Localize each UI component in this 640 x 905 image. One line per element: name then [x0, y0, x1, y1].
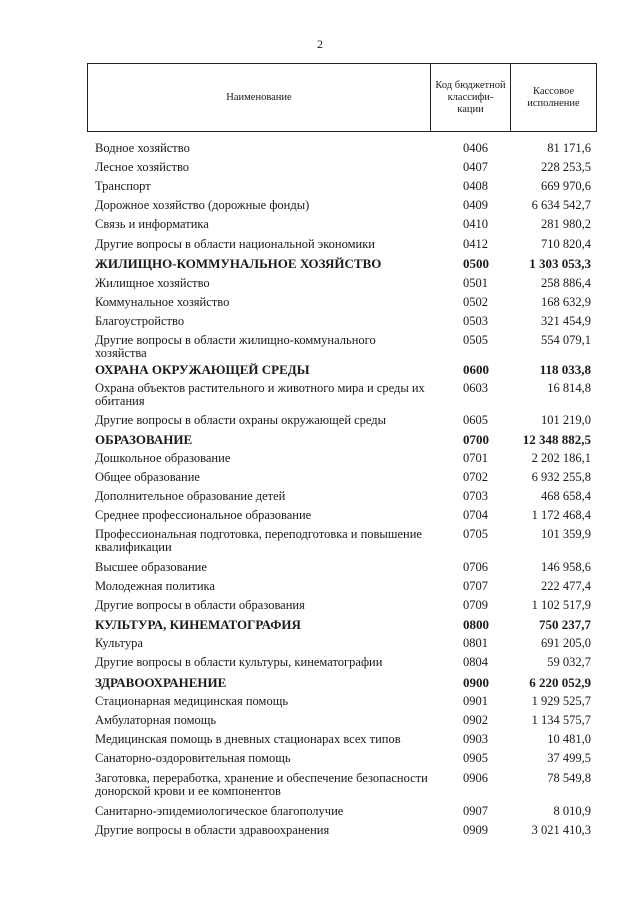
row-value: 710 820,4 — [541, 237, 591, 251]
row-code: 0505 — [463, 333, 488, 347]
section-row — [87, 363, 597, 377]
row-value: 146 958,6 — [541, 560, 591, 574]
table-row — [87, 509, 597, 522]
table-row — [87, 637, 597, 650]
row-value: 1 134 575,7 — [531, 713, 591, 727]
section-row — [87, 257, 597, 271]
row-name: Водное хозяйство — [95, 141, 190, 155]
row-name: Другие вопросы в области здравоохранения — [95, 823, 330, 837]
row-code: 0801 — [463, 636, 488, 650]
row-name: Связь и информатика — [95, 217, 209, 231]
section-row — [87, 618, 597, 632]
table-row — [87, 334, 597, 360]
table-row — [87, 218, 597, 231]
table-row — [87, 238, 597, 251]
table-row — [87, 199, 597, 212]
row-name: ЗДРАВООХРАНЕНИЕ — [95, 675, 227, 690]
row-value: 16 814,8 — [547, 381, 591, 395]
section-row — [87, 676, 597, 690]
table-row — [87, 490, 597, 503]
row-value: 6 634 542,7 — [531, 198, 591, 212]
table-row — [87, 452, 597, 465]
row-name: Дополнительное образование детей — [95, 489, 286, 503]
table-header — [87, 63, 597, 132]
table-row — [87, 315, 597, 328]
row-code: 0800 — [463, 617, 489, 632]
row-value: 101 359,9 — [541, 527, 591, 541]
table-row — [87, 528, 597, 554]
table-row — [87, 695, 597, 708]
row-value: 1 102 517,9 — [531, 598, 591, 612]
row-code: 0600 — [463, 362, 489, 377]
row-code: 0502 — [463, 295, 488, 309]
row-value: 8 010,9 — [553, 804, 591, 818]
table-row — [87, 772, 597, 798]
row-code: 0406 — [463, 141, 488, 155]
table-row — [87, 714, 597, 727]
header-code: Код бюджетной классифи-кации — [431, 64, 511, 131]
row-name: Другие вопросы в области жилищно-коммунального хозяйства — [95, 333, 376, 360]
table-row — [87, 296, 597, 309]
row-value: 1 303 053,3 — [529, 256, 591, 271]
row-code: 0700 — [463, 432, 489, 447]
table-row — [87, 599, 597, 612]
row-value: 691 205,0 — [541, 636, 591, 650]
row-value: 3 021 410,3 — [531, 823, 591, 837]
table-row — [87, 824, 597, 837]
row-code: 0906 — [463, 771, 488, 785]
row-code: 0902 — [463, 713, 488, 727]
row-code: 0909 — [463, 823, 488, 837]
row-value: 750 237,7 — [539, 617, 591, 632]
row-name: Другие вопросы в области культуры, кинематографии — [95, 655, 383, 669]
row-code: 0905 — [463, 751, 488, 765]
row-name: Жилищное хозяйство — [95, 276, 210, 290]
row-name: Профессиональная подготовка, переподготовка и повышение квалификации — [95, 527, 422, 554]
row-value: 281 980,2 — [541, 217, 591, 231]
row-name: КУЛЬТУРА, КИНЕМАТОГРАФИЯ — [95, 617, 301, 632]
row-name: ОХРАНА ОКРУЖАЮЩЕЙ СРЕДЫ — [95, 362, 310, 377]
row-value: 1 929 525,7 — [531, 694, 591, 708]
row-name: ЖИЛИЩНО-КОММУНАЛЬНОЕ ХОЗЯЙСТВО — [95, 256, 382, 271]
row-code: 0703 — [463, 489, 488, 503]
row-code: 0704 — [463, 508, 488, 522]
row-name: Общее образование — [95, 470, 200, 484]
header-name: Наименование — [88, 64, 431, 131]
row-value: 6 220 052,9 — [529, 675, 591, 690]
row-name: Заготовка, переработка, хранение и обеспечение безопасности донорской крови и ее компонентов — [95, 771, 428, 798]
row-code: 0408 — [463, 179, 488, 193]
row-value: 1 172 468,4 — [531, 508, 591, 522]
row-value: 81 171,6 — [547, 141, 591, 155]
row-code: 0804 — [463, 655, 488, 669]
row-value: 118 033,8 — [539, 362, 591, 377]
table-row — [87, 580, 597, 593]
row-code: 0410 — [463, 217, 488, 231]
table-row — [87, 471, 597, 484]
row-name: Медицинская помощь в дневных стационарах всех типов — [95, 732, 401, 746]
row-value: 468 658,4 — [541, 489, 591, 503]
row-name: Культура — [95, 636, 143, 650]
table-row — [87, 733, 597, 746]
row-code: 0706 — [463, 560, 488, 574]
row-name: Амбулаторная помощь — [95, 713, 217, 727]
row-code: 0901 — [463, 694, 488, 708]
row-code: 0900 — [463, 675, 489, 690]
row-name: Высшее образование — [95, 560, 207, 574]
row-name: ОБРАЗОВАНИЕ — [95, 432, 193, 447]
row-name: Другие вопросы в области образования — [95, 598, 305, 612]
row-code: 0903 — [463, 732, 488, 746]
row-code: 0501 — [463, 276, 488, 290]
row-value: 101 219,0 — [541, 413, 591, 427]
row-value: 37 499,5 — [547, 751, 591, 765]
row-value: 321 454,9 — [541, 314, 591, 328]
row-code: 0709 — [463, 598, 488, 612]
table-row — [87, 382, 597, 408]
row-name: Охрана объектов растительного и животного мира и среды их обитания — [95, 381, 425, 408]
table-row — [87, 561, 597, 574]
budget-table — [87, 63, 597, 837]
table-row — [87, 656, 597, 669]
row-name: Молодежная политика — [95, 579, 215, 593]
row-code: 0407 — [463, 160, 488, 174]
row-code: 0702 — [463, 470, 488, 484]
row-value: 10 481,0 — [547, 732, 591, 746]
row-name: Транспорт — [95, 179, 151, 193]
row-name: Благоустройство — [95, 314, 185, 328]
row-value: 6 932 255,8 — [531, 470, 591, 484]
row-value: 12 348 882,5 — [522, 432, 591, 447]
row-name: Дошкольное образование — [95, 451, 231, 465]
row-code: 0707 — [463, 579, 488, 593]
row-code: 0412 — [463, 237, 488, 251]
table-row — [87, 180, 597, 193]
row-value: 228 253,5 — [541, 160, 591, 174]
section-row — [87, 433, 597, 447]
row-name: Лесное хозяйство — [95, 160, 190, 174]
table-row — [87, 142, 597, 155]
row-value: 168 632,9 — [541, 295, 591, 309]
row-name: Среднее профессиональное образование — [95, 508, 312, 522]
row-code: 0605 — [463, 413, 488, 427]
row-code: 0907 — [463, 804, 488, 818]
table-row — [87, 414, 597, 427]
row-value: 2 202 186,1 — [531, 451, 591, 465]
row-code: 0603 — [463, 381, 488, 395]
row-name: Стационарная медицинская помощь — [95, 694, 289, 708]
table-row — [87, 277, 597, 290]
row-name: Другие вопросы в области национальной экономики — [95, 237, 375, 251]
row-code: 0500 — [463, 256, 489, 271]
table-row — [87, 161, 597, 174]
row-value: 258 886,4 — [541, 276, 591, 290]
row-name: Коммунальное хозяйство — [95, 295, 230, 309]
row-name: Другие вопросы в области охраны окружающей среды — [95, 413, 387, 427]
table-row — [87, 752, 597, 765]
row-name: Санитарно-эпидемиологическое благополучие — [95, 804, 344, 818]
page-number: 2 — [317, 37, 323, 51]
row-code: 0705 — [463, 527, 488, 541]
row-value: 669 970,6 — [541, 179, 591, 193]
row-code: 0503 — [463, 314, 488, 328]
row-value: 59 032,7 — [547, 655, 591, 669]
row-code: 0409 — [463, 198, 488, 212]
header-execution: Кассовое исполнение — [527, 85, 580, 109]
row-name: Дорожное хозяйство (дорожные фонды) — [95, 198, 310, 212]
row-code: 0701 — [463, 451, 488, 465]
row-name: Санаторно-оздоровительная помощь — [95, 751, 291, 765]
row-value: 554 079,1 — [541, 333, 591, 347]
row-value: 222 477,4 — [541, 579, 591, 593]
row-value: 78 549,8 — [547, 771, 591, 785]
table-row — [87, 805, 597, 818]
